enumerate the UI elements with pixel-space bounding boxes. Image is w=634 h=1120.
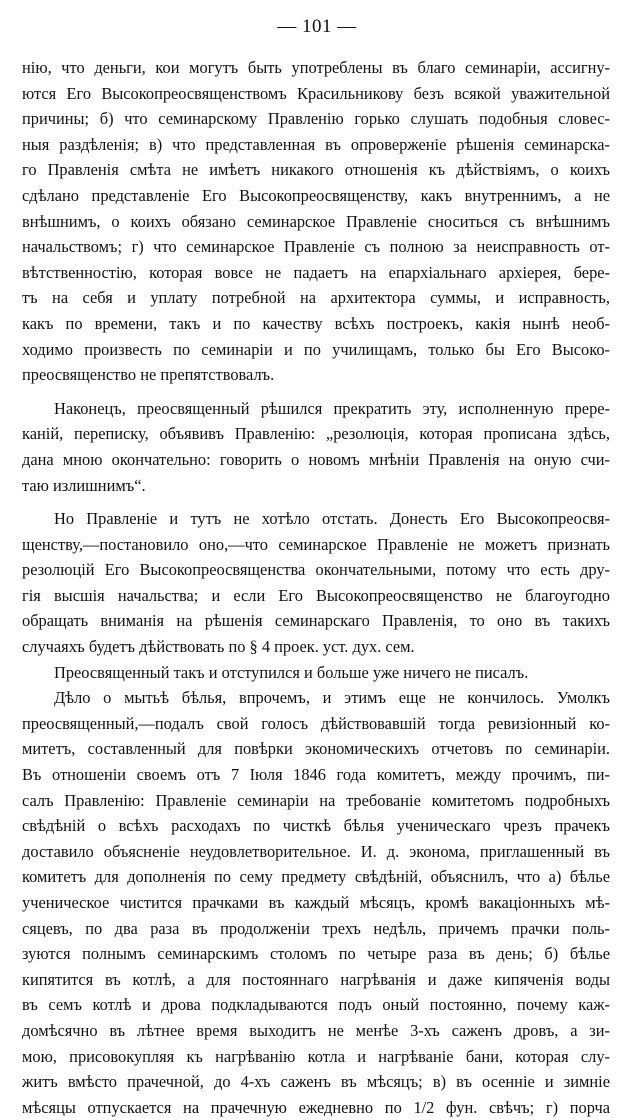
- text-line: дана мною окончательно: говорить о новомъ мнѣніи Правленія на оную счи-: [22, 449, 610, 469]
- text-line: сдѣлано представленіе Его Высокопреосвященству, какъ внутреннимъ, а не: [22, 185, 610, 205]
- text-line: каній, переписку, объявивъ Правленію: „резолюція, которая прописана здѣсь,: [22, 424, 610, 444]
- text-line: Въ отношеніи своемъ отъ 7 Іюля 1846 года комитетъ, между прочимъ, пи-: [22, 765, 610, 785]
- text-line: свѣдѣній о всѣхъ расходахъ по чисткѣ бѣлья ученическаго чрезъ прачекъ: [22, 816, 610, 836]
- text-line: ученическое чистится прачками въ каждый мѣсяцъ, кромѣ вакаціонныхъ мѣ-: [22, 893, 610, 912]
- text-line: въ семъ котлѣ и дрова подкладываются подъ оный постоянно, почему каж-: [22, 995, 610, 1015]
- paragraph: [22, 396, 610, 498]
- text-line: доставило объясненіе неудовлетворительное. И. д. эконома, приглашенный въ: [22, 841, 610, 861]
- text-line: вѣтственностію, которая вовсе не падаетъ на епархіальнаго архіерея, бере-: [22, 262, 610, 282]
- paragraph: [22, 660, 610, 686]
- body-text: [22, 55, 610, 1120]
- text-line: Дѣло о мытьѣ бѣлья, впрочемъ, и этимъ еще не кончилось. Умолкъ: [54, 688, 610, 708]
- text-line: преосвященный,—подалъ свой голосъ дѣйствовавшій тогда ревизіонный ко-: [22, 713, 610, 733]
- text-line: Но Правленіе и тутъ не хотѣло отстать. Донесть Его Высокопреосвя-: [54, 509, 610, 529]
- text-line: зуются полнымъ семинарскимъ столомъ по четыре раза въ день; б) бѣлье: [22, 944, 610, 964]
- text-line: преосвященство не препятствовалъ.: [22, 365, 275, 385]
- text-line: митетъ, составленный для повѣрки экономическихъ отчетовъ по семинаріи.: [22, 739, 610, 759]
- paragraph: [22, 685, 610, 1120]
- text-line: тъ на себя и уплату потребной на архитектора суммы, и исправность,: [22, 288, 610, 308]
- text-line: какъ по времени, такъ и по качеству всѣхъ построекъ, какія нынѣ необ-: [22, 313, 610, 333]
- text-line: таю излишнимъ“.: [22, 475, 146, 495]
- text-line: резолюцій Его Высокопреосвященства окончательными, потому что есть дру-: [22, 560, 610, 580]
- text-line: причины; б) что семинарскому Правленію горько слушать подобныя словес-: [22, 109, 610, 129]
- text-line: случаяхъ будетъ дѣйствовать по § 4 проек. уст. дух. сем.: [22, 637, 415, 657]
- text-line: мою, присовокупляя къ нагрѣванію котла и нагрѣваніе бани, которая слу-: [22, 1046, 610, 1066]
- text-line: салъ Правленію: Правленіе семинаріи на требованіе комитетомъ подробныхъ: [22, 790, 610, 810]
- text-line: обращать вниманія на рѣшенія семинарскаго Правленія, то оно въ такихъ: [22, 611, 610, 631]
- text-line: щенству,—постановило оно,—что семинарское Правленіе не можетъ признать: [22, 534, 610, 554]
- text-line: внѣшнимъ, о коихъ обязано семинарское Правленіе сноситься съ внѣшнимъ: [22, 211, 610, 231]
- paragraph: [22, 55, 610, 388]
- page-number: — 101 —: [277, 16, 357, 37]
- text-line: го Правленія смѣта не имѣетъ никакого отношенія къ дѣйствіямъ, о коихъ: [22, 160, 610, 180]
- text-line: домѣсячно въ лѣтнее время выходитъ не менѣе 3-хъ саженъ дровъ, а зи-: [22, 1020, 610, 1040]
- text-line: комитетъ для дополненія по сему предмету свѣдѣній, объяснилъ, что а) бѣлье: [22, 867, 610, 887]
- text-line: Преосвященный такъ и отступился и больше уже ничего не писалъ.: [54, 662, 529, 682]
- text-line: ныя раздѣленія; в) что представленная въ опроверженіе рѣшенія семинарска-: [22, 134, 610, 154]
- text-line: ходимо произвесть по семинаріи и по училищамъ, только бы Его Высоко-: [22, 339, 610, 359]
- text-line: нію, что деньги, кои могутъ быть употреблены въ благо семинаріи, ассигну-: [22, 58, 610, 77]
- text-line: житъ вмѣсто прачечной, до 4-хъ саженъ въ мѣсяцъ; в) въ осенніе и зимніе: [22, 1072, 610, 1092]
- text-line: сяцевъ, по два раза въ продолженіи трехъ недѣль, причемъ прачки поль-: [22, 918, 610, 938]
- text-line: кипятится въ котлѣ, а для постояннаго нагрѣванія и даже кипяченія воды: [22, 969, 610, 989]
- text-line: Наконецъ, преосвященный рѣшился прекратить эту, исполненную прере-: [54, 398, 610, 418]
- text-line: мѣсяцы отпускается на прачечную ежедневно по 1/2 фун. свѣчъ; г) порча: [22, 1097, 610, 1117]
- text-line: начальствомъ; г) что семинарское Правленіе съ полною за неисправность от-: [22, 237, 610, 257]
- text-line: гія высшія начальства; и если Его Высокопреосвященство не благоугодно: [22, 585, 610, 605]
- text-line: ются Его Высокопреосвященствомъ Красильникову безъ всякой уважительной: [22, 83, 610, 103]
- paragraph: [22, 506, 610, 660]
